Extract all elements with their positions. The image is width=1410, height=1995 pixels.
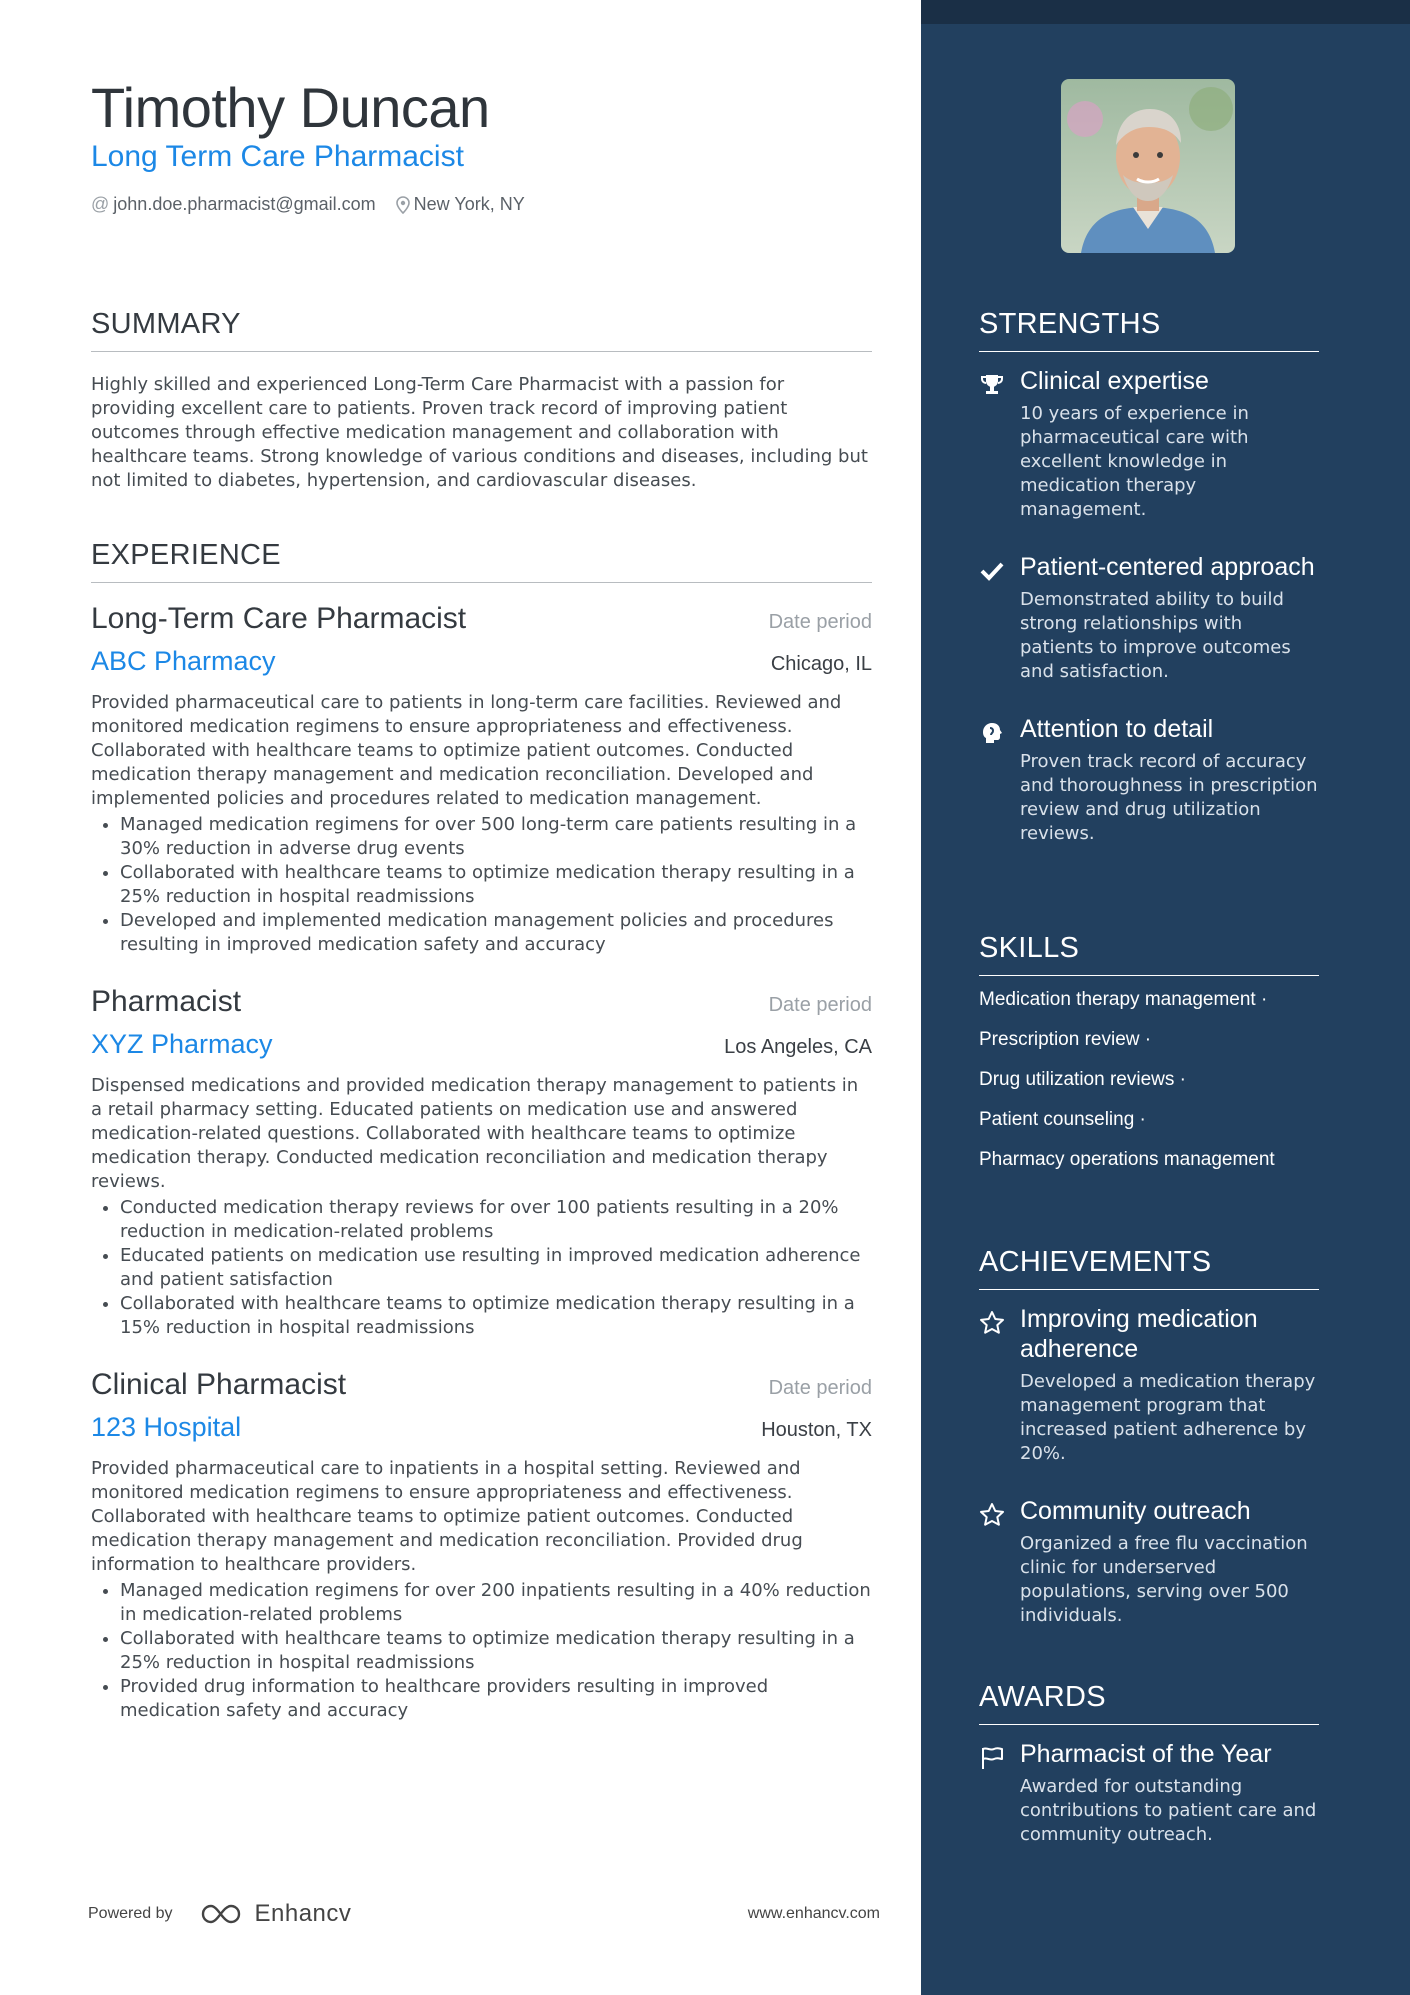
job-bullet: • Collaborated with healthcare teams to optimize medication therapy resulting in a 25% reduction in hospital readmissions	[120, 861, 872, 909]
experience-entry	[91, 1368, 872, 1723]
skill-item: Medication therapy management ·	[979, 989, 1268, 1010]
award-title: Pharmacist of the Year	[1020, 1740, 1272, 1768]
location-contact	[396, 194, 525, 215]
experience-entry	[91, 602, 872, 957]
company-name[interactable]: ABC Pharmacy	[91, 646, 276, 676]
strength-item	[979, 714, 1319, 846]
powered-by	[88, 1900, 351, 1928]
awards-section	[979, 1681, 1319, 1847]
achievement-desc: Organized a free flu vaccination clinic for underserved populations, serving over 500 individuals.	[1020, 1533, 1308, 1626]
job-date: Date period	[768, 611, 872, 633]
achievement-item	[979, 1496, 1319, 1628]
job-title: Long-Term Care Pharmacist	[91, 602, 467, 635]
skill-item: Drug utilization reviews ·	[979, 1069, 1186, 1090]
candidate-role: Long Term Care Pharmacist	[91, 140, 464, 173]
achievement-title: Improving medication adherence	[1020, 1305, 1258, 1363]
at-icon: @	[91, 194, 110, 214]
job-title: Clinical Pharmacist	[91, 1368, 347, 1401]
strength-title: Patient-centered approach	[1020, 553, 1315, 581]
job-location: Los Angeles, CA	[724, 1036, 872, 1058]
strength-desc: 10 years of experience in pharmaceutical care with excellent knowledge in medication therapy management.	[1020, 403, 1249, 520]
achievement-desc: Developed a medication therapy management program that increased patient adherence by 20%.	[1020, 1371, 1316, 1464]
location-text: New York, NY	[413, 194, 525, 214]
sidebar	[921, 0, 1410, 1995]
strengths-section	[979, 308, 1319, 846]
strength-item	[979, 552, 1319, 684]
skills-section	[979, 932, 1319, 1180]
strength-desc: Demonstrated ability to build strong relationships with patients to improve outcomes and satisfaction.	[1020, 589, 1291, 682]
job-description: Provided pharmaceutical care to inpatients in a hospital setting. Reviewed and monitored medication regimens to ensure appropriateness and effectiveness. Collaborated with healthcare teams to optimize patient outcomes. Conducted medication therapy management and medication reconciliation. Provided drug information to healthcare providers.	[91, 1458, 803, 1575]
award-item	[979, 1739, 1319, 1847]
achievement-item	[979, 1304, 1319, 1466]
job-bullet: • Collaborated with healthcare teams to optimize medication therapy resulting in a 15% reduction in hospital readmissions	[120, 1292, 872, 1340]
job-bullets	[91, 1579, 872, 1723]
job-bullet: • Conducted medication therapy reviews for over 100 patients resulting in a 20% reduction in medication-related problems	[120, 1196, 872, 1244]
achievements-section	[979, 1246, 1319, 1628]
awards-heading: AWARDS	[979, 1681, 1319, 1725]
award-desc: Awarded for outstanding contributions to patient care and community outreach.	[1020, 1776, 1317, 1845]
job-title: Pharmacist	[91, 985, 242, 1018]
skills-heading: SKILLS	[979, 932, 1319, 976]
job-bullet: • Educated patients on medication use resulting in improved medication adherence and patient satisfaction	[120, 1244, 872, 1292]
job-bullet: • Managed medication regimens for over 500 long-term care patients resulting in a 30% reduction in adverse drug events	[120, 813, 872, 861]
achievements-heading: ACHIEVEMENTS	[979, 1246, 1319, 1290]
enhancv-logo[interactable]	[199, 1900, 352, 1928]
job-location: Chicago, IL	[770, 653, 872, 675]
candidate-name: Timothy Duncan	[91, 76, 490, 139]
job-location: Houston, TX	[761, 1419, 872, 1441]
email-text: john.doe.pharmacist@gmail.com	[113, 194, 376, 214]
job-bullets	[91, 1196, 872, 1340]
contact-info	[91, 194, 545, 215]
profile-photo	[1061, 79, 1235, 253]
job-bullet: • Provided drug information to healthcare providers resulting in improved medication safety and accuracy	[120, 1675, 872, 1723]
job-description: Provided pharmaceutical care to patients in long-term care facilities. Reviewed and monitored medication regimens to ensure appropriateness and effectiveness. Collaborated with healthcare teams to optimize patient outcomes. Conducted medication therapy management and medication reconciliation. Developed and implemented policies and procedures related to medication management.	[91, 692, 842, 809]
skill-item: Prescription review ·	[979, 1029, 1152, 1050]
flag-icon	[979, 1745, 1005, 1771]
trophy-icon	[979, 372, 1005, 398]
job-bullets	[91, 813, 872, 957]
strength-title: Clinical expertise	[1020, 367, 1209, 395]
skills-list	[979, 980, 1319, 1180]
strength-desc: Proven track record of accuracy and thoroughness in prescription review and drug utilization reviews.	[1020, 751, 1318, 844]
brain-icon	[979, 720, 1005, 746]
star-icon	[979, 1502, 1005, 1528]
website-link[interactable]: www.enhancv.com	[747, 1905, 880, 1922]
strengths-heading: STRENGTHS	[979, 308, 1319, 352]
job-description: Dispensed medications and provided medication therapy management to patients in a retail pharmacy setting. Educated patients on medication use and answered medication-related questions. Collaborated with healthcare teams to optimize medication therapy. Conducted medication reconciliation and medication therapy reviews.	[91, 1075, 859, 1192]
experience-heading: EXPERIENCE	[91, 539, 872, 583]
footer	[88, 1900, 880, 1928]
company-name[interactable]: XYZ Pharmacy	[91, 1029, 273, 1059]
strength-title: Attention to detail	[1020, 715, 1214, 743]
location-pin-icon	[396, 196, 410, 214]
brand-name: Enhancv	[254, 1900, 352, 1927]
company-name[interactable]: 123 Hospital	[91, 1412, 242, 1442]
job-date: Date period	[768, 1377, 872, 1399]
achievement-title: Community outreach	[1020, 1497, 1251, 1525]
summary-text: Highly skilled and experienced Long-Term Care Pharmacist with a passion for providing excellent care to patients. Proven track record of improving patient outcomes through effective medication management and collaboration with healthcare teams. Strong knowledge of various conditions and diseases, including but not limited to diabetes, hypertension, and cardiovascular diseases.	[91, 374, 868, 491]
job-bullet: • Developed and implemented medication management policies and procedures resulting in improved medication safety and accuracy	[120, 909, 872, 957]
job-date: Date period	[768, 994, 872, 1016]
email-contact[interactable]	[91, 194, 376, 215]
powered-by-label: Powered by	[88, 1905, 173, 1922]
skill-item: Patient counseling ·	[979, 1109, 1146, 1130]
star-icon	[979, 1310, 1005, 1336]
checkmark-icon	[979, 558, 1005, 584]
job-bullet: • Collaborated with healthcare teams to optimize medication therapy resulting in a 25% reduction in hospital readmissions	[120, 1627, 872, 1675]
strength-item	[979, 366, 1319, 522]
infinity-logo-icon	[199, 1901, 247, 1927]
experience-entry	[91, 985, 872, 1340]
skill-item: Pharmacy operations management	[979, 1149, 1275, 1170]
job-bullet: • Managed medication regimens for over 200 inpatients resulting in a 40% reduction in medication-related problems	[120, 1579, 872, 1627]
summary-heading: SUMMARY	[91, 308, 872, 352]
